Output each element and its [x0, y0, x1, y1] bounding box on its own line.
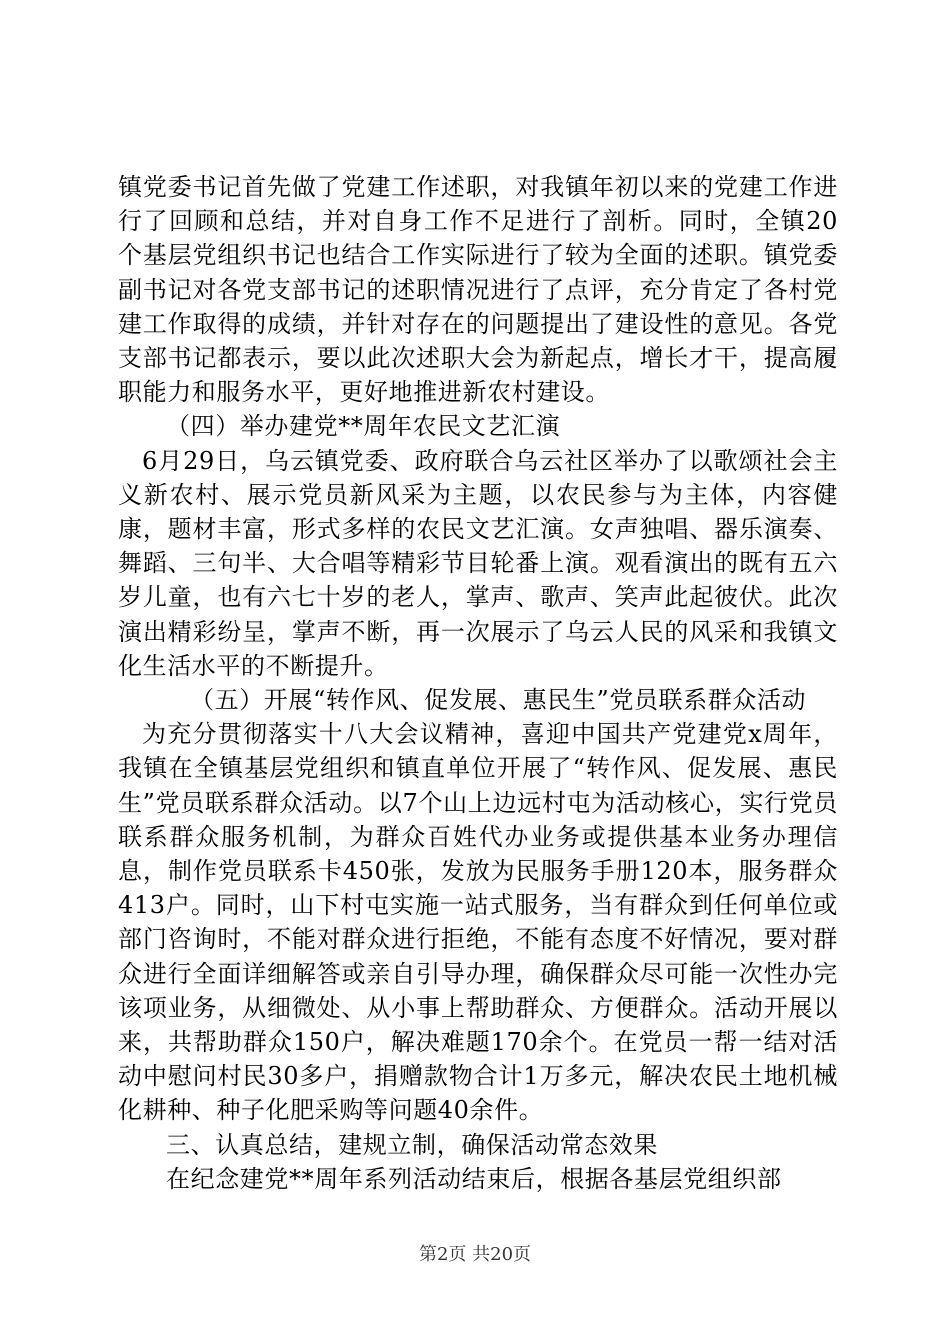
document-body	[118, 170, 838, 1196]
section-heading-3: 三、认真总结，建规立制，确保活动常态效果	[166, 1130, 658, 1159]
paragraph-summary-start: 在纪念建党**周年系列活动结束后，根据各基层党组织部	[166, 1164, 782, 1193]
paragraph-arts-performance: 6月29日，乌云镇党委、政府联合乌云社区举办了以歌颂社会主义新农村、展示党员新风采为主题，以农民参与为主体，内容健康，题材丰富，形式多样的农民文艺汇演。女声独唱、器乐演奏、舞蹈、三句半、大合唱等精彩节目轮番上演。观看演出的既有五六岁儿童，也有六七十岁的老人，掌声、歌声、笑声此起彼伏。此次演出精彩纷呈，掌声不断，再一次展示了乌云人民的风采和我镇文化生活水平的不断提升。	[118, 446, 838, 680]
section-heading-4: （四）举办建党**周年农民文艺汇演	[166, 412, 561, 441]
paragraph-party-secretary-report: 镇党委书记首先做了党建工作述职，对我镇年初以来的党建工作进行了回顾和总结，并对自身工作不足进行了剖析。同时，全镇20个基层党组织书记也结合工作实际进行了较为全面的述职。镇党委副书记对各党支部书记的述职情况进行了点评，充分肯定了各村党建工作取得的成绩，并针对存在的问题提出了建设性的意见。各党支部书记都表示，要以此次述职大会为新起点，增长才干，提高履职能力和服务水平，更好地推进新农村建设。	[118, 173, 838, 407]
section-heading-5: （五）开展“转作风、促发展、惠民生”党员联系群众活动	[190, 686, 807, 715]
paragraph-party-contact-activity: 为充分贯彻落实十八大会议精神，喜迎中国共产党建党x周年，我镇在全镇基层党组织和镇直单位开展了“转作风、促发展、惠民生”党员联系群众活动。以7个山上边远村屯为活动核心，实行党员联系群众服务机制，为群众百姓代办业务或提供基本业务办理信息，制作党员联系卡450张，发放为民服务手册120本，服务群众413户。同时，山下村屯实施一站式服务，当有群众到任何单位或部门咨询时，不能对群众进行拒绝，不能有态度不好情况，要对群众进行全面详细解答或亲自引导办理，确保群众尽可能一次性办完该项业务，从细微处、从小事上帮助群众、方便群众。活动开展以来，共帮助群众150户，解决难题170余个。在党员一帮一结对活动中慰问村民30多户，捐赠款物合计1万多元，解决农民土地机械化耕种、种子化肥采购等问题40余件。	[118, 720, 838, 1125]
page-number-footer: 第2页 共20页	[418, 1244, 532, 1265]
